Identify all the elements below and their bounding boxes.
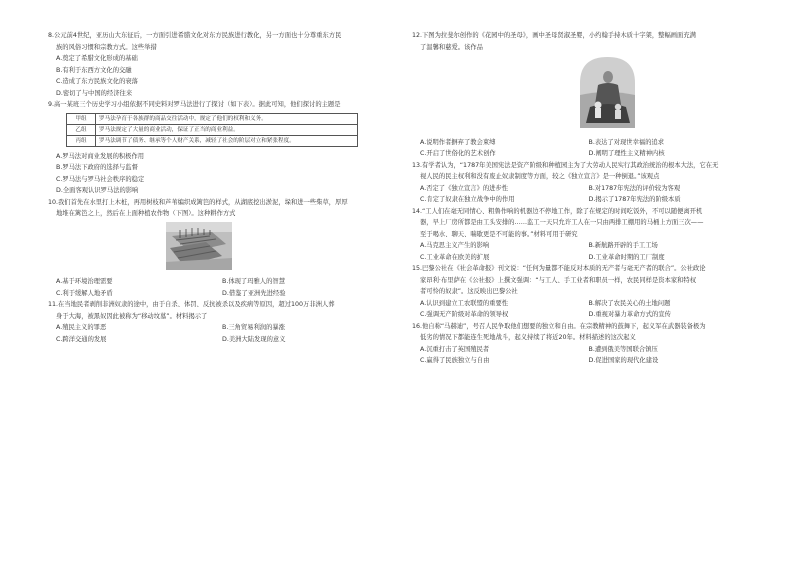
table-cell-content: 罗马法孕育于各族群的商品交往活动中，规定了他们的权利和义务。 bbox=[96, 113, 358, 124]
table-cell-content: 罗马法规定了大量的商业活动，保证了正当的商业利益。 bbox=[96, 124, 358, 135]
question-9-option-b: B.罗马法下政府的选择与监督 bbox=[56, 164, 138, 171]
question-14-option-a: A.马克思主义产生的影响 bbox=[420, 242, 490, 249]
question-15-stem-cont: 家昂利·布里萨在《公社报》上撰文强调：“与工人、手工业者和职员一样，农民同样是资本家和特权 bbox=[420, 276, 697, 284]
question-13-option-a: A.否定了《独立宣言》的进步性 bbox=[420, 184, 509, 192]
question-14 bbox=[412, 206, 757, 264]
question-16 bbox=[412, 321, 757, 367]
question-14-options bbox=[412, 240, 757, 263]
question-16-option-b: B.遭到俄美等国联合镇压 bbox=[588, 345, 658, 353]
question-12 bbox=[412, 30, 757, 160]
question-11-stem-cont: 身于大海，被黑奴因此被称为“移动坟墓”。材料揭示了 bbox=[56, 312, 208, 320]
question-15-option-a: A.认识到建立工农联盟的重要性 bbox=[420, 299, 509, 307]
question-14-stem-cont: 器，早上厂房所都是由工头安排的……监工一天只允许工人在一只由两排工棚用的马桶上方面三次—— bbox=[420, 219, 704, 226]
question-15-option-c: C.强调无产阶级对革命的领导权 bbox=[420, 311, 509, 318]
question-13-option-b: B.对1787年宪法的评价较为客观 bbox=[588, 184, 681, 192]
left-column bbox=[48, 30, 388, 345]
question-13-stem: 13.有学者认为，“1787年美国宪法是资产阶级和种植园主为了大劳动人民实行其政治统治的根本大法，它在无 bbox=[412, 161, 719, 169]
question-10-option-a: A.基于环境治理需要 bbox=[56, 278, 113, 285]
question-12-option-d: D.阐明了理性主义精神内核 bbox=[588, 150, 665, 157]
madonna-painting-image bbox=[560, 55, 655, 128]
research-table bbox=[66, 113, 358, 147]
question-15-option-b: B.解决了农民关心的土地问题 bbox=[588, 299, 671, 307]
question-13-stem-cont: 视人民的民主权利和没有废止奴隶制度等方面，较之《独立宣言》是一种倒退。”该观点 bbox=[420, 173, 660, 180]
right-column bbox=[412, 30, 757, 367]
question-11-option-a: A.殖民主义的罪恶 bbox=[56, 324, 107, 331]
question-15-option-d: D.重视对暴力革命方式的宣传 bbox=[588, 311, 671, 318]
question-12-options bbox=[412, 137, 757, 160]
question-14-option-d: D.工业革命时期的工厂制度 bbox=[588, 253, 665, 261]
question-8-stem-cont: 族的风俗习惯和宗教方式。这些举措 bbox=[56, 43, 157, 51]
question-9 bbox=[48, 99, 388, 197]
question-8-option-b: B.有利于东西方文化的交融 bbox=[56, 66, 132, 74]
question-13-option-d: D.揭示了1787年宪法的阶级本质 bbox=[588, 196, 681, 203]
question-15-stem: 15.巴黎公社在《社会革命报》刊文说：“任何为量都不能反对本质的无产者与毫无产者的联合”。公社政论 bbox=[412, 265, 706, 272]
question-15 bbox=[412, 263, 757, 321]
question-13 bbox=[412, 160, 757, 206]
question-16-stem: 16.他自称“马赫迪”，号召人民争取他们想要的独立和自由。在宗教精神的鼓舞下，起义军在武器装备极为 bbox=[412, 322, 706, 330]
question-10-stem: 10.我们首先在水里打上木桩，再用树枝和芦苇编织成篱笆的样式，从湖底挖出淤泥，垛和进一些柴草，厚厚 bbox=[48, 198, 348, 206]
table-cell-group: 甲组 bbox=[67, 113, 96, 124]
question-9-stem: 9.高一某班三个历史学习小组依据不同史料对罗马法进行了探讨（如下表）。据此可知，他们探讨的主题是 bbox=[48, 101, 341, 108]
question-13-option-c: C.肯定了奴隶在独立战争中的作用 bbox=[420, 196, 515, 203]
question-16-option-c: C.赢得了民族独立与自由 bbox=[420, 357, 490, 364]
question-10-stem-cont: 地堆在篱笆之上，然后在上面种植农作物（下图）。这种耕作方式 bbox=[56, 210, 236, 217]
question-10-option-c: C.利于缓解人地矛盾 bbox=[56, 289, 113, 297]
question-16-option-d: D.促进国家的现代化建设 bbox=[588, 357, 659, 364]
table-row bbox=[67, 135, 358, 146]
question-12-option-b: B.表达了对现世幸福的追求 bbox=[588, 138, 665, 146]
question-11-option-c: C.跨洋交通的发展 bbox=[56, 335, 107, 343]
question-15-stem-cont2: 者可怜的奴隶”。这反映出巴黎公社 bbox=[420, 288, 518, 295]
table-row bbox=[67, 124, 358, 135]
question-12-stem-cont: 了温馨和慈爱。该作品 bbox=[420, 43, 483, 51]
question-11 bbox=[48, 299, 388, 345]
question-11-stem: 11.在当地民者剥削非洲奴隶的途中，由于自杀、体罚、反抗被杀以及疾病等原因，超过100万非洲人葬 bbox=[48, 301, 335, 308]
question-10 bbox=[48, 197, 388, 300]
question-9-option-d: D.全面客观认识罗马法的影响 bbox=[56, 187, 139, 194]
question-15-options bbox=[412, 298, 757, 321]
question-9-option-a: A.罗马法对商业发展的积极作用 bbox=[56, 152, 145, 160]
question-11-option-d: D.美洲大陆发现的意义 bbox=[222, 335, 286, 343]
question-9-option-c: C.罗马法与罗马社会秩序的稳定 bbox=[56, 175, 145, 183]
question-14-option-b: B.新航路开辟的手工工场 bbox=[588, 242, 658, 249]
question-8-stem: 8.公元前4世纪，亚历山大东征后，一方面引进希腊文化对东方民族进行教化，另一方面也十分尊重东方民 bbox=[48, 32, 342, 39]
question-12-stem: 12.下图为拉斐尔创作的《花园中的圣母》，画中圣母贤淑圣婴，小约翰手持木质十字架，整幅画面充满 bbox=[412, 32, 696, 39]
question-8 bbox=[48, 30, 388, 99]
question-10-options bbox=[48, 276, 388, 299]
question-11-options bbox=[48, 322, 388, 345]
question-8-option-c: C.造成了东方民族文化的衰落 bbox=[56, 78, 138, 85]
question-12-option-a: A.说明作者摒弃了教会束缚 bbox=[420, 138, 496, 146]
question-16-option-a: A.沉重打击了英国殖民者 bbox=[420, 345, 490, 353]
question-8-option-d: D.密切了与中国的经济往来 bbox=[56, 89, 133, 97]
question-8-option-a: A.奠定了希腊文化形成的基础 bbox=[56, 55, 138, 62]
question-16-stem-cont: 低劣的情况下都能连生死地战斗，起义持续了将近20年。材料描述的这次起义 bbox=[420, 334, 636, 341]
table-cell-group: 乙组 bbox=[67, 124, 96, 135]
question-13-options bbox=[412, 183, 757, 206]
chinampa-farming-image bbox=[166, 222, 232, 270]
question-12-option-c: C.开启了世俗化的艺术创作 bbox=[420, 150, 496, 157]
question-10-option-d: D.借鉴了亚洲先进经验 bbox=[222, 289, 286, 297]
question-14-option-c: C.工业革命在欧美的扩展 bbox=[420, 253, 490, 261]
question-16-options bbox=[412, 344, 757, 367]
table-cell-content: 罗马法调节了债务、继承等个人财产关系，减轻了社会的阶层对立和紧张程度。 bbox=[96, 135, 358, 146]
question-11-option-b: B.三角贸易利润的暴涨 bbox=[222, 324, 285, 331]
table-cell-group: 丙组 bbox=[67, 135, 96, 146]
table-row bbox=[67, 113, 358, 124]
question-14-stem: 14.“工人们在毫无同情心、粗鲁作响的机器边不停地工作，除了在规定的时间吃饭外，不可以随便离开机 bbox=[412, 207, 703, 215]
question-10-option-b: B.体现了玛雅人的智慧 bbox=[222, 278, 285, 285]
question-14-stem-cont2: 至于喝水、聊天、喘歇更是不可能的事。”材料可用于研究 bbox=[420, 230, 578, 238]
